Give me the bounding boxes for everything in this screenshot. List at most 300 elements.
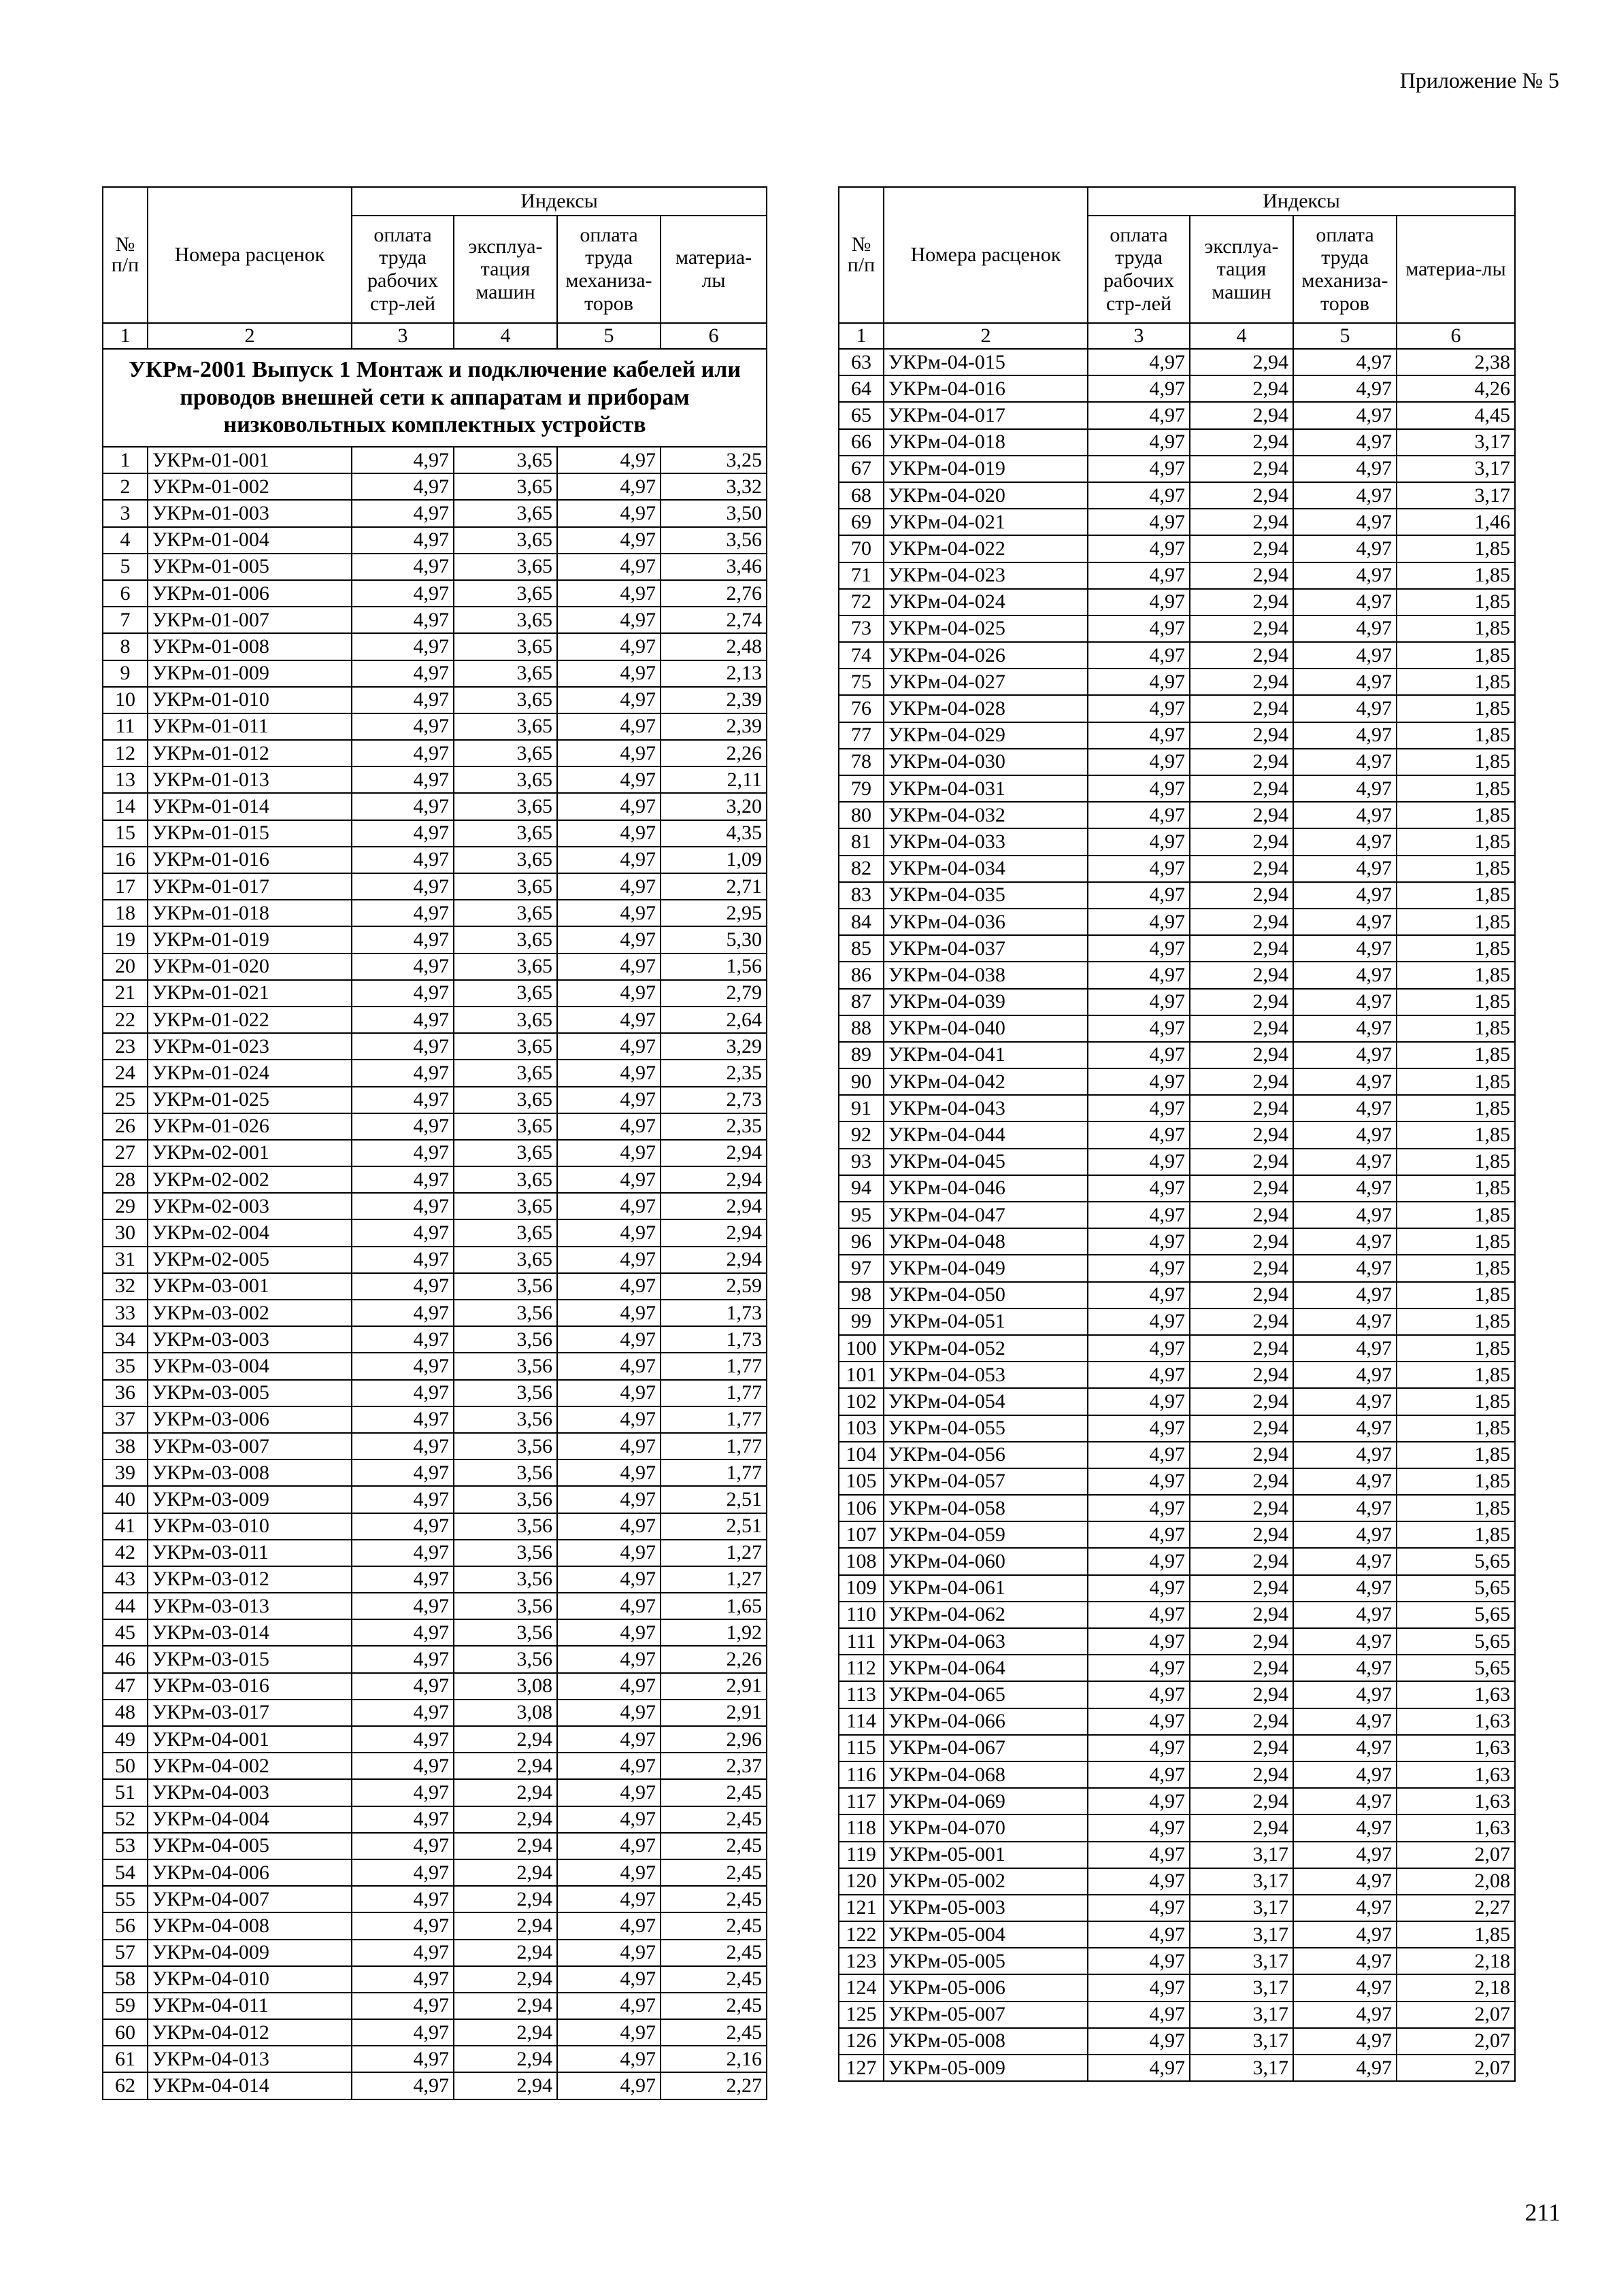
rate-code: УКРм-04-051 [884, 1309, 1088, 1335]
row-number: 46 [103, 1646, 148, 1672]
operator-pay-index: 4,97 [1293, 1655, 1397, 1681]
machine-operation-index: 2,94 [454, 2046, 557, 2072]
materials-index: 1,85 [1397, 1255, 1515, 1281]
machine-operation-index: 2,94 [454, 2072, 557, 2099]
header-index-cell: 2 [884, 323, 1088, 349]
table-row [839, 1948, 1515, 1974]
table-row [103, 607, 767, 633]
operator-pay-index: 4,97 [1293, 589, 1397, 615]
row-number: 59 [103, 1993, 148, 2019]
header-labor-pay: оплата труда рабочих стр-лей [1088, 216, 1190, 323]
row-number: 67 [839, 456, 884, 482]
row-number: 85 [839, 935, 884, 962]
rate-code: УКРм-01-022 [148, 1007, 352, 1033]
table-row [839, 828, 1515, 855]
row-number: 7 [103, 607, 148, 633]
table-row [839, 1548, 1515, 1574]
operator-pay-index: 4,97 [557, 1007, 661, 1033]
row-number: 69 [839, 509, 884, 535]
labor-pay-index: 4,97 [352, 1166, 454, 1193]
table-row [103, 820, 767, 847]
header-index-cell: 6 [1397, 323, 1515, 349]
labor-pay-index: 4,97 [352, 1459, 454, 1486]
operator-pay-index: 4,97 [1293, 535, 1397, 562]
row-number: 64 [839, 375, 884, 402]
operator-pay-index: 4,97 [557, 1486, 661, 1513]
materials-index: 1,85 [1397, 535, 1515, 562]
operator-pay-index: 4,97 [557, 1247, 661, 1273]
rate-code: УКРм-02-003 [148, 1193, 352, 1219]
row-number: 36 [103, 1380, 148, 1406]
operator-pay-index: 4,97 [557, 1219, 661, 1246]
table-row [103, 793, 767, 820]
header-index-cell: 5 [557, 323, 661, 349]
rate-code: УКРм-03-006 [148, 1406, 352, 1433]
labor-pay-index: 4,97 [352, 1033, 454, 1060]
row-number: 111 [839, 1628, 884, 1655]
machine-operation-index: 3,17 [1190, 2028, 1293, 2055]
operator-pay-index: 4,97 [557, 1593, 661, 1619]
machine-operation-index: 2,94 [1190, 482, 1293, 509]
machine-operation-index: 2,94 [454, 2019, 557, 2046]
rate-code: УКРм-03-009 [148, 1486, 352, 1513]
materials-index: 2,76 [661, 580, 767, 607]
header-index-cell: 5 [1293, 323, 1397, 349]
machine-operation-index: 2,94 [1190, 1708, 1293, 1735]
row-number: 68 [839, 482, 884, 509]
rates-table-left [102, 186, 767, 2100]
rate-code: УКРм-03-014 [148, 1619, 352, 1646]
header-index-cell: 4 [1190, 323, 1293, 349]
row-number: 11 [103, 713, 148, 740]
machine-operation-index: 3,56 [454, 1459, 557, 1486]
rate-code: УКРм-05-003 [884, 1895, 1088, 1921]
machine-operation-index: 3,65 [454, 633, 557, 660]
materials-index: 2,59 [661, 1273, 767, 1300]
machine-operation-index: 3,56 [454, 1619, 557, 1646]
rate-code: УКРм-04-009 [148, 1940, 352, 1966]
operator-pay-index: 4,97 [557, 580, 661, 607]
materials-index: 1,85 [1397, 1388, 1515, 1415]
operator-pay-index: 4,97 [1293, 429, 1397, 456]
table-row [103, 687, 767, 713]
materials-index: 2,35 [661, 1060, 767, 1086]
labor-pay-index: 4,97 [352, 793, 454, 820]
operator-pay-index: 4,97 [1293, 1362, 1397, 1388]
operator-pay-index: 4,97 [1293, 1814, 1397, 1841]
materials-index: 2,79 [661, 980, 767, 1007]
machine-operation-index: 2,94 [1190, 1521, 1293, 1548]
materials-index: 2,94 [661, 1219, 767, 1246]
header-code: Номера расценок [884, 187, 1088, 323]
row-number: 72 [839, 589, 884, 615]
row-number: 86 [839, 962, 884, 988]
machine-operation-index: 2,94 [1190, 535, 1293, 562]
machine-operation-index: 3,65 [454, 1060, 557, 1086]
labor-pay-index: 4,97 [1088, 1548, 1190, 1574]
table-row [839, 695, 1515, 722]
machine-operation-index: 3,56 [454, 1486, 557, 1513]
labor-pay-index: 4,97 [1088, 1202, 1190, 1228]
machine-operation-index: 2,94 [1190, 695, 1293, 722]
labor-pay-index: 4,97 [1088, 642, 1190, 669]
operator-pay-index: 4,97 [557, 1859, 661, 1886]
machine-operation-index: 3,65 [454, 1113, 557, 1140]
machine-operation-index: 2,94 [1190, 775, 1293, 802]
row-number: 53 [103, 1833, 148, 1859]
materials-index: 2,51 [661, 1513, 767, 1540]
table-row [839, 1521, 1515, 1548]
materials-index: 2,91 [661, 1673, 767, 1700]
machine-operation-index: 3,65 [454, 1219, 557, 1246]
row-number: 96 [839, 1228, 884, 1255]
operator-pay-index: 4,97 [557, 766, 661, 793]
row-number: 119 [839, 1842, 884, 1868]
materials-index: 2,94 [661, 1166, 767, 1193]
operator-pay-index: 4,97 [1293, 349, 1397, 375]
header-index-cell: 2 [148, 323, 352, 349]
operator-pay-index: 4,97 [1293, 695, 1397, 722]
materials-index: 1,63 [1397, 1761, 1515, 1788]
labor-pay-index: 4,97 [1088, 402, 1190, 428]
machine-operation-index: 3,65 [454, 554, 557, 580]
table-row [103, 1646, 767, 1672]
materials-index: 1,77 [661, 1459, 767, 1486]
operator-pay-index: 4,97 [1293, 1149, 1397, 1175]
row-number: 76 [839, 695, 884, 722]
rate-code: УКРм-04-054 [884, 1388, 1088, 1415]
operator-pay-index: 4,97 [1293, 615, 1397, 642]
rate-code: УКРм-01-008 [148, 633, 352, 660]
table-row [103, 1486, 767, 1513]
table-row [839, 1095, 1515, 1121]
header-machine-operation: эксплуа-тация машин [1190, 216, 1293, 323]
rate-code: УКРм-04-026 [884, 642, 1088, 669]
machine-operation-index: 2,94 [1190, 1388, 1293, 1415]
table-row [839, 615, 1515, 642]
machine-operation-index: 2,94 [1190, 1548, 1293, 1574]
operator-pay-index: 4,97 [1293, 1575, 1397, 1602]
table-row [839, 1575, 1515, 1602]
table-row [839, 749, 1515, 775]
labor-pay-index: 4,97 [1088, 856, 1190, 882]
rate-code: УКРм-01-015 [148, 820, 352, 847]
labor-pay-index: 4,97 [1088, 695, 1190, 722]
operator-pay-index: 4,97 [557, 1779, 661, 1806]
table-row [103, 500, 767, 526]
operator-pay-index: 4,97 [557, 1540, 661, 1566]
materials-index: 1,09 [661, 847, 767, 873]
materials-index: 2,94 [661, 1140, 767, 1166]
materials-index: 1,77 [661, 1380, 767, 1406]
materials-index: 1,46 [1397, 509, 1515, 535]
table-row [103, 1753, 767, 1779]
row-number: 118 [839, 1814, 884, 1841]
operator-pay-index: 4,97 [1293, 1948, 1397, 1974]
table-row [103, 554, 767, 580]
materials-index: 2,45 [661, 1779, 767, 1806]
materials-index: 2,08 [1397, 1868, 1515, 1895]
row-number: 110 [839, 1602, 884, 1628]
row-number: 28 [103, 1166, 148, 1193]
machine-operation-index: 2,94 [454, 1940, 557, 1966]
materials-index: 1,65 [661, 1593, 767, 1619]
rate-code: УКРм-04-046 [884, 1175, 1088, 1202]
materials-index: 2,35 [661, 1113, 767, 1140]
materials-index: 2,26 [661, 740, 767, 766]
operator-pay-index: 4,97 [1293, 749, 1397, 775]
table-row [103, 447, 767, 473]
machine-operation-index: 3,56 [454, 1300, 557, 1326]
machine-operation-index: 3,65 [454, 473, 557, 500]
materials-index: 1,63 [1397, 1681, 1515, 1708]
table-row [839, 1202, 1515, 1228]
machine-operation-index: 2,94 [454, 1726, 557, 1753]
labor-pay-index: 4,97 [1088, 882, 1190, 909]
machine-operation-index: 3,08 [454, 1673, 557, 1700]
rate-code: УКРм-05-007 [884, 2002, 1088, 2028]
materials-index: 2,11 [661, 766, 767, 793]
rate-code: УКРм-04-063 [884, 1628, 1088, 1655]
machine-operation-index: 3,56 [454, 1646, 557, 1672]
labor-pay-index: 4,97 [1088, 1708, 1190, 1735]
row-number: 121 [839, 1895, 884, 1921]
labor-pay-index: 4,97 [1088, 1415, 1190, 1442]
materials-index: 2,39 [661, 713, 767, 740]
labor-pay-index: 4,97 [1088, 1495, 1190, 1521]
labor-pay-index: 4,97 [352, 1486, 454, 1513]
labor-pay-index: 4,97 [352, 1193, 454, 1219]
materials-index: 1,56 [661, 953, 767, 980]
operator-pay-index: 4,97 [1293, 1708, 1397, 1735]
labor-pay-index: 4,97 [352, 607, 454, 633]
machine-operation-index: 3,65 [454, 1033, 557, 1060]
row-number: 31 [103, 1247, 148, 1273]
table-row [839, 1974, 1515, 2001]
machine-operation-index: 2,94 [1190, 1068, 1293, 1095]
machine-operation-index: 3,65 [454, 580, 557, 607]
operator-pay-index: 4,97 [1293, 1602, 1397, 1628]
machine-operation-index: 3,65 [454, 1140, 557, 1166]
machine-operation-index: 2,94 [1190, 1335, 1293, 1362]
table-row [103, 633, 767, 660]
machine-operation-index: 3,65 [454, 447, 557, 473]
rate-code: УКРм-04-048 [884, 1228, 1088, 1255]
machine-operation-index: 2,94 [454, 1859, 557, 1886]
rate-code: УКРм-01-003 [148, 500, 352, 526]
table-row [839, 1388, 1515, 1415]
labor-pay-index: 4,97 [1088, 1149, 1190, 1175]
rate-code: УКРм-01-005 [148, 554, 352, 580]
operator-pay-index: 4,97 [1293, 1121, 1397, 1148]
operator-pay-index: 4,97 [1293, 775, 1397, 802]
table-row [839, 1708, 1515, 1735]
operator-pay-index: 4,97 [557, 2019, 661, 2046]
table-row [839, 802, 1515, 828]
labor-pay-index: 4,97 [1088, 722, 1190, 749]
operator-pay-index: 4,97 [557, 633, 661, 660]
machine-operation-index: 2,94 [1190, 1042, 1293, 1068]
machine-operation-index: 3,56 [454, 1326, 557, 1353]
labor-pay-index: 4,97 [352, 1219, 454, 1246]
operator-pay-index: 4,97 [557, 1353, 661, 1379]
labor-pay-index: 4,97 [1088, 1042, 1190, 1068]
machine-operation-index: 2,94 [1190, 375, 1293, 402]
table-row [839, 1761, 1515, 1788]
machine-operation-index: 3,65 [454, 953, 557, 980]
materials-index: 1,77 [661, 1433, 767, 1459]
materials-index: 1,85 [1397, 722, 1515, 749]
row-number: 12 [103, 740, 148, 766]
operator-pay-index: 4,97 [557, 1966, 661, 1993]
table-row [839, 962, 1515, 988]
rate-code: УКРм-04-032 [884, 802, 1088, 828]
operator-pay-index: 4,97 [557, 1459, 661, 1486]
labor-pay-index: 4,97 [1088, 1895, 1190, 1921]
table-row [103, 2046, 767, 2072]
row-number: 55 [103, 1886, 148, 1912]
materials-index: 1,85 [1397, 749, 1515, 775]
rate-code: УКРм-03-001 [148, 1273, 352, 1300]
materials-index: 2,37 [661, 1753, 767, 1779]
machine-operation-index: 3,65 [454, 793, 557, 820]
machine-operation-index: 2,94 [454, 1966, 557, 1993]
operator-pay-index: 4,97 [1293, 856, 1397, 882]
machine-operation-index: 3,65 [454, 820, 557, 847]
labor-pay-index: 4,97 [1088, 375, 1190, 402]
labor-pay-index: 4,97 [352, 1753, 454, 1779]
table-row [839, 1309, 1515, 1335]
materials-index: 2,73 [661, 1087, 767, 1113]
labor-pay-index: 4,97 [1088, 1255, 1190, 1281]
table-row [839, 1788, 1515, 1814]
labor-pay-index: 4,97 [352, 1673, 454, 1700]
materials-index: 1,63 [1397, 1788, 1515, 1814]
table-row [839, 2055, 1515, 2081]
rate-code: УКРм-04-015 [884, 349, 1088, 375]
table-row [839, 909, 1515, 935]
materials-index: 2,45 [661, 1940, 767, 1966]
materials-index: 1,27 [661, 1540, 767, 1566]
header-operator-pay: оплата труда механиза-торов [557, 216, 661, 323]
machine-operation-index: 2,94 [1190, 1468, 1293, 1495]
rate-code: УКРм-01-019 [148, 926, 352, 953]
table-row [103, 740, 767, 766]
labor-pay-index: 4,97 [352, 1726, 454, 1753]
labor-pay-index: 4,97 [1088, 909, 1190, 935]
materials-index: 2,95 [661, 900, 767, 926]
machine-operation-index: 2,94 [1190, 989, 1293, 1015]
machine-operation-index: 3,56 [454, 1513, 557, 1540]
rate-code: УКРм-01-021 [148, 980, 352, 1007]
table-row [839, 642, 1515, 669]
table-row [103, 1247, 767, 1273]
rate-code: УКРм-03-013 [148, 1593, 352, 1619]
labor-pay-index: 4,97 [1088, 1974, 1190, 2001]
labor-pay-index: 4,97 [1088, 349, 1190, 375]
operator-pay-index: 4,97 [1293, 562, 1397, 589]
row-number: 1 [103, 447, 148, 473]
materials-index: 2,96 [661, 1726, 767, 1753]
table-row [103, 1033, 767, 1060]
operator-pay-index: 4,97 [1293, 1468, 1397, 1495]
table-row [103, 1806, 767, 1833]
machine-operation-index: 3,56 [454, 1273, 557, 1300]
table-row [103, 1166, 767, 1193]
machine-operation-index: 3,65 [454, 926, 557, 953]
operator-pay-index: 4,97 [557, 1273, 661, 1300]
operator-pay-index: 4,97 [1293, 1868, 1397, 1895]
materials-index: 5,65 [1397, 1548, 1515, 1574]
operator-pay-index: 4,97 [557, 793, 661, 820]
table-row [103, 1833, 767, 1859]
operator-pay-index: 4,97 [557, 900, 661, 926]
materials-index: 2,38 [1397, 349, 1515, 375]
rate-code: УКРм-04-027 [884, 669, 1088, 695]
rate-code: УКРм-04-069 [884, 1788, 1088, 1814]
table-row [839, 1921, 1515, 1948]
table-row [103, 1966, 767, 1993]
row-number: 98 [839, 1282, 884, 1309]
machine-operation-index: 2,94 [454, 1886, 557, 1912]
labor-pay-index: 4,97 [1088, 1788, 1190, 1814]
labor-pay-index: 4,97 [352, 554, 454, 580]
rate-code: УКРм-04-061 [884, 1575, 1088, 1602]
row-number: 84 [839, 909, 884, 935]
table-row [103, 1886, 767, 1912]
row-number: 62 [103, 2072, 148, 2099]
machine-operation-index: 2,94 [1190, 828, 1293, 855]
machine-operation-index: 2,94 [454, 1993, 557, 2019]
materials-index: 1,85 [1397, 642, 1515, 669]
rate-code: УКРм-04-049 [884, 1255, 1088, 1281]
rate-code: УКРм-01-024 [148, 1060, 352, 1086]
table-row [839, 1175, 1515, 1202]
labor-pay-index: 4,97 [1088, 1602, 1190, 1628]
labor-pay-index: 4,97 [1088, 2002, 1190, 2028]
row-number: 122 [839, 1921, 884, 1948]
labor-pay-index: 4,97 [352, 1566, 454, 1593]
row-number: 56 [103, 1912, 148, 1939]
row-number: 23 [103, 1033, 148, 1060]
labor-pay-index: 4,97 [352, 1273, 454, 1300]
rate-code: УКРм-01-006 [148, 580, 352, 607]
materials-index: 2,64 [661, 1007, 767, 1033]
rate-code: УКРм-04-064 [884, 1655, 1088, 1681]
row-number: 6 [103, 580, 148, 607]
operator-pay-index: 4,97 [1293, 1921, 1397, 1948]
machine-operation-index: 2,94 [1190, 1175, 1293, 1202]
rate-code: УКРм-04-052 [884, 1335, 1088, 1362]
materials-index: 2,07 [1397, 2002, 1515, 2028]
materials-index: 2,91 [661, 1700, 767, 1726]
labor-pay-index: 4,97 [1088, 1842, 1190, 1868]
rates-table-right [838, 186, 1516, 2082]
labor-pay-index: 4,97 [352, 926, 454, 953]
row-number: 127 [839, 2055, 884, 2081]
row-number: 112 [839, 1655, 884, 1681]
machine-operation-index: 3,56 [454, 1566, 557, 1593]
table-row [103, 2019, 767, 2046]
operator-pay-index: 4,97 [557, 1406, 661, 1433]
machine-operation-index: 2,94 [1190, 1788, 1293, 1814]
table-row [103, 847, 767, 873]
rate-code: УКРм-05-005 [884, 1948, 1088, 1974]
table-row [839, 375, 1515, 402]
row-number: 52 [103, 1806, 148, 1833]
operator-pay-index: 4,97 [1293, 1415, 1397, 1442]
materials-index: 1,85 [1397, 1442, 1515, 1468]
